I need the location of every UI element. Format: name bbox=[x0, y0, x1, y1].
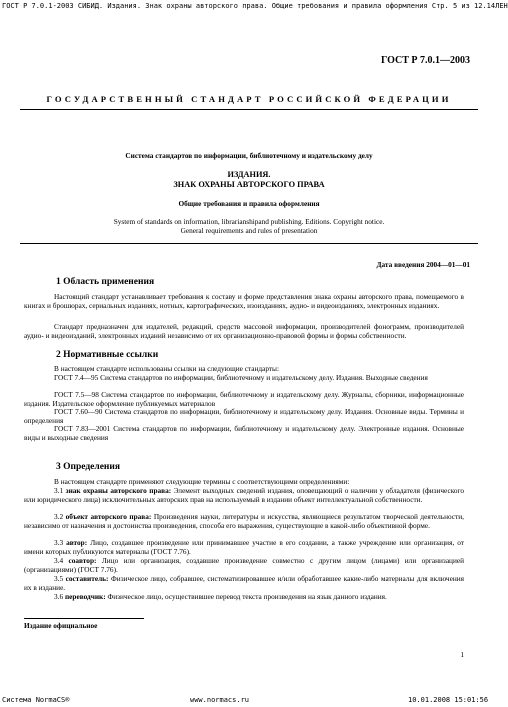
definition-text: Лицо или организация, создавшие произведение совместно с другим лицом (лицами) или организацией (организациями) (ГОСТ 7.76). bbox=[24, 556, 465, 574]
definition-number: 3.4 bbox=[54, 556, 64, 565]
definition-number: 3.3 bbox=[54, 538, 64, 547]
title-rule-bottom bbox=[20, 243, 478, 244]
definition-number: 3.1 bbox=[54, 486, 64, 495]
definition-text: Лицо, создавшее произведение или принимавшее участие в его создании, а также учреждение или организация, от имени которых публикуются материалы (ГОСТ 7.76). bbox=[24, 538, 465, 556]
header-page-info: Стр. 5 из 12. bbox=[431, 2, 487, 10]
title-line-1: ИЗДАНИЯ. bbox=[227, 170, 271, 179]
definition-text: Элемент выходных сведений издания, оповещающий о наличии у обладателя (физического или юридического лица) исключительных авторских прав на используемый в издании объект интеллектуальной собственности. bbox=[24, 486, 465, 504]
english-title-1: System of standards on information, librarianshipand publishing. Editions. Copyright notice. bbox=[113, 217, 385, 226]
page-number: 1 bbox=[460, 650, 464, 659]
system-line: Система стандартов по информации, библиотечному и издательскому делу bbox=[125, 151, 373, 160]
document-header-bar bbox=[2, 2, 508, 10]
definition-number: 3.5 bbox=[54, 574, 64, 583]
definition-term: знак охраны авторского права: bbox=[65, 486, 172, 495]
definition-number: 3.2 bbox=[54, 512, 64, 521]
reference-gost-7-4: ГОСТ 7.4—95 Система стандартов по информации, библиотечному и издательскому делу. Издания. Выходные сведения bbox=[54, 373, 428, 382]
title-rule-top bbox=[20, 109, 478, 110]
section-3-title: 3 Определения bbox=[56, 462, 121, 472]
official-edition-label: Издание официальное bbox=[24, 621, 98, 630]
footer-timestamp: 10.01.2008 15:01:56 bbox=[408, 696, 489, 704]
section-2-intro: В настоящем стандарте использованы ссылки на следующие стандарты: bbox=[54, 364, 279, 373]
title-line-2: ЗНАК ОХРАНЫ АВТОРСКОГО ПРАВА bbox=[173, 180, 325, 189]
section-1-para-1: Настоящий стандарт устанавливает требования к составу и форме представления знака охраны авторского права, помещаемого в книгах и брошюрах, сериальных изданиях, нотных, картографических, изоизданиях, аудио- и видеоизданиях, электронных изданиях. bbox=[24, 292, 464, 310]
section-1-title: 1 Область применения bbox=[56, 277, 155, 287]
definition-text: Физическое лицо, собравшее, систематизировавшее и/или обработавшее какие-либо материалы для включения их в издание. bbox=[24, 574, 465, 592]
definition-term: соавтор: bbox=[68, 556, 97, 565]
definition-3-3 bbox=[24, 539, 464, 556]
reference-gost-7-60: ГОСТ 7.60—90 Система стандартов по информации, библиотечному и издательскому делу. Издания. Основные виды. Термины и определения bbox=[24, 407, 464, 425]
section-1-para-2: Стандарт предназначен для издателей, редакций, средств массовой информации, производителей фонограмм, производителей аудио- и видеоизданий, электронных изданий независимо от их организационно-правовой формы и формы собственности. bbox=[24, 322, 464, 340]
definition-term: переводчик: bbox=[64, 592, 106, 601]
definition-3-2 bbox=[24, 513, 464, 530]
section-3-intro: В настоящем стандарте применяют следующие термины с соответствующими определениями: bbox=[54, 477, 350, 486]
definition-3-5 bbox=[24, 575, 464, 592]
header-tail: 14ЛЕН bbox=[486, 2, 508, 10]
definition-3-4 bbox=[24, 557, 464, 574]
document-number: ГОСТ Р 7.0.1—2003 bbox=[380, 55, 470, 66]
section-2-title: 2 Нормативные ссылки bbox=[56, 350, 159, 360]
document-footer-bar bbox=[0, 696, 500, 706]
standard-title: ГОСУДАРСТВЕННЫЙ СТАНДАРТ РОССИЙСКОЙ ФЕДЕРАЦИИ bbox=[46, 94, 452, 104]
definition-3-6 bbox=[24, 593, 464, 602]
definition-text: Физическое лицо, осуществившее перевод текста произведения на язык данного издания. bbox=[107, 592, 387, 601]
footer-system-name: Система NormaCS® bbox=[2, 696, 70, 704]
definition-text: Произведения науки, литературы и искусства, являющиеся результатом творческой деятельности, независимо от назначения и достоинства произведения, способа его выражения, существующие в какой-либо объективной форме. bbox=[24, 512, 464, 530]
official-rule bbox=[24, 618, 144, 619]
definition-term: автор: bbox=[66, 538, 88, 547]
header-doc-title: ГОСТ Р 7.0.1-2003 СИБИД. Издания. Знак охраны авторского права. Общие требования и правила оформления bbox=[2, 2, 428, 10]
definition-term: объект авторского права: bbox=[65, 512, 152, 521]
reference-gost-7-5: ГОСТ 7.5—98 Система стандартов по информации, библиотечному и издательскому делу. Журналы, сборники, информационные издания. Издательское оформление публикуемых материалов bbox=[24, 390, 464, 408]
definition-number: 3.6 bbox=[54, 592, 64, 601]
intro-date: Дата введения 2004—01—01 bbox=[376, 260, 470, 269]
document-page bbox=[20, 40, 478, 694]
definition-term: составитель: bbox=[65, 574, 109, 583]
footer-website-link[interactable]: www.normacs.ru bbox=[190, 696, 250, 704]
english-title-2: General requirements and rules of presentation bbox=[180, 226, 318, 235]
definition-3-1 bbox=[24, 487, 464, 504]
subtitle: Общие требования и правила оформления bbox=[178, 199, 320, 208]
reference-gost-7-83: ГОСТ 7.83—2001 Система стандартов по информации, библиотечному и издательскому делу. Электронные издания. Основные виды и выходные сведения bbox=[24, 424, 464, 442]
